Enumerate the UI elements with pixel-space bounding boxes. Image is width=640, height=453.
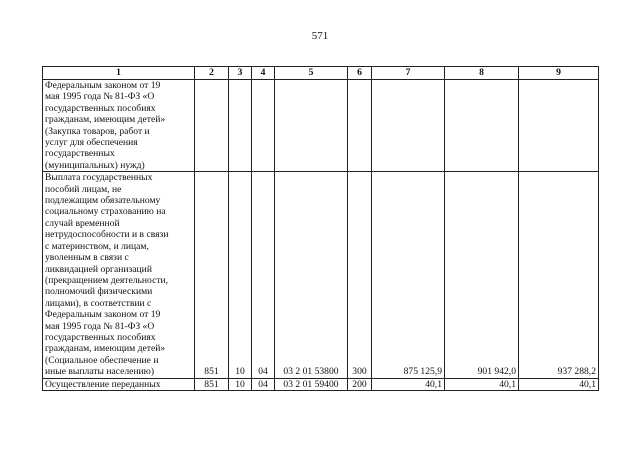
pr-cell — [252, 80, 275, 172]
header-cell: 3 — [229, 67, 252, 80]
table-row — [43, 172, 599, 378]
rz-cell — [229, 80, 252, 172]
sum1-cell: 875 125,9 — [372, 172, 445, 378]
csr-cell: 03 2 01 59400 — [275, 378, 348, 390]
ved-cell — [195, 80, 229, 172]
vr-cell — [348, 80, 372, 172]
rz-cell: 10 — [229, 378, 252, 390]
sum2-cell — [445, 80, 519, 172]
ved-cell: 851 — [195, 378, 229, 390]
page-number: 571 — [311, 30, 329, 42]
table-row — [43, 80, 599, 172]
row-name-cell: Осуществление переданных — [43, 378, 195, 390]
sum3-cell: 40,1 — [519, 378, 599, 390]
table-row — [43, 378, 599, 390]
header-cell: 1 — [43, 67, 195, 80]
vr-cell: 200 — [348, 378, 372, 390]
sum3-cell — [519, 80, 599, 172]
rz-cell: 10 — [229, 172, 252, 378]
budget-table — [42, 66, 599, 391]
pr-cell: 04 — [252, 172, 275, 378]
sum2-cell: 40,1 — [445, 378, 519, 390]
header-cell: 6 — [348, 67, 372, 80]
header-cell: 4 — [252, 67, 275, 80]
row-name-cell: Федеральным законом от 19 мая 1995 года № 81-ФЗ «О государственных пособиях гражданам, имеющим детей» (Закупка товаров, работ и услуг для обеспечения государственных (муниципальных) нужд) — [43, 80, 195, 172]
header-cell: 5 — [275, 67, 348, 80]
header-cell: 7 — [372, 67, 445, 80]
pr-cell: 04 — [252, 378, 275, 390]
ved-cell: 851 — [195, 172, 229, 378]
header-cell: 2 — [195, 67, 229, 80]
header-cell: 8 — [445, 67, 519, 80]
sum1-cell — [372, 80, 445, 172]
csr-cell — [275, 80, 348, 172]
sum1-cell: 40,1 — [372, 378, 445, 390]
row-name-cell: Выплата государственных пособий лицам, не подлежащим обязательному социальному страхованию на случай временной нетрудоспособности и в связи с материнством, и лицам, уволенным в связи с ликвидацией организаций (прекращением деятельности, полномочий физическими лицами), в соответствии с Федеральным законом от 19 мая 1995 года № 81-ФЗ «О государственных пособиях гражданам, имеющим детей» (Социальное обеспечение и иные выплаты населению) — [43, 172, 195, 378]
csr-cell: 03 2 01 53800 — [275, 172, 348, 378]
sum3-cell: 937 288,2 — [519, 172, 599, 378]
header-cell: 9 — [519, 67, 599, 80]
vr-cell: 300 — [348, 172, 372, 378]
sum2-cell: 901 942,0 — [445, 172, 519, 378]
header-row — [43, 67, 599, 80]
